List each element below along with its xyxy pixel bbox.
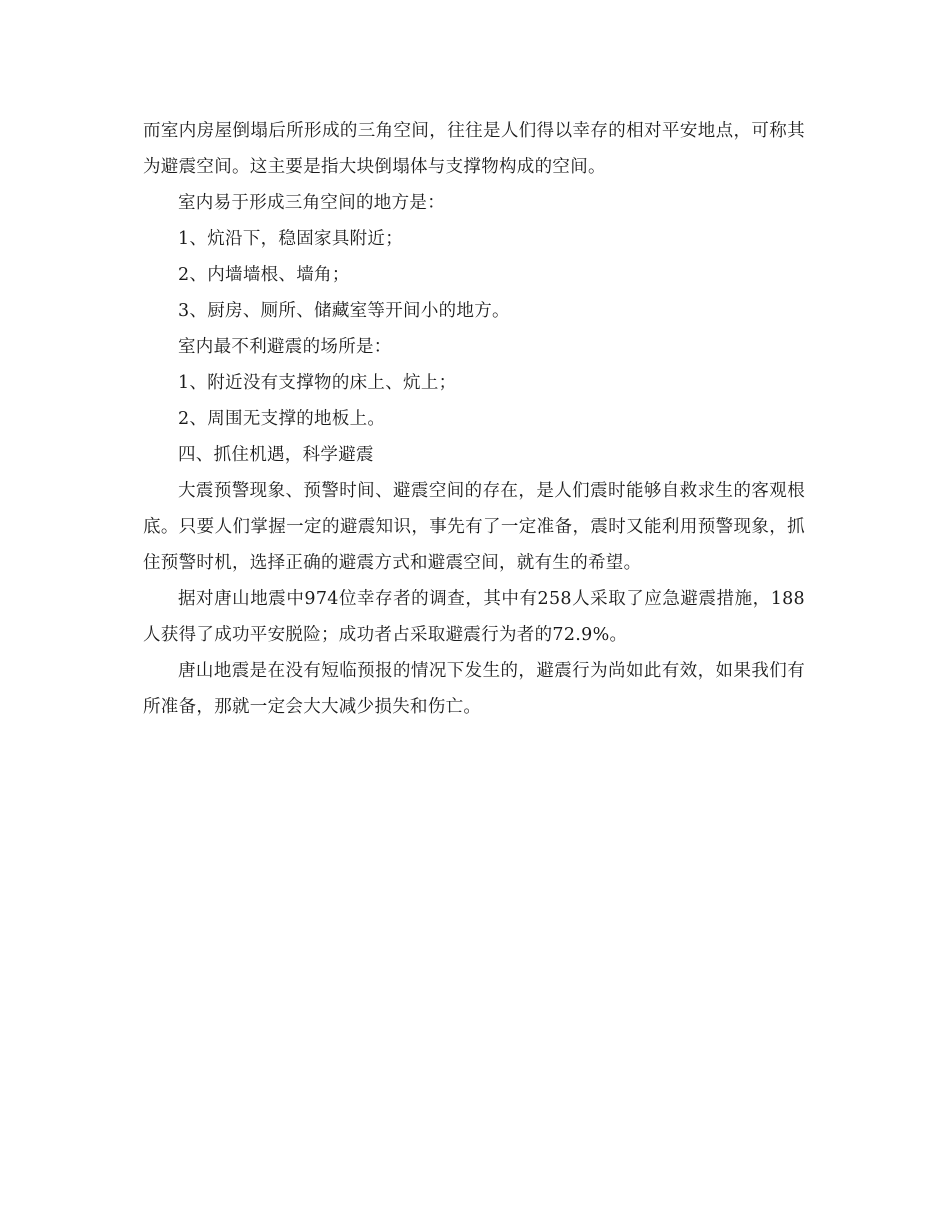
paragraph-6: 唐山地震是在没有短临预报的情况下发生的，避震行为尚如此有效，如果我们有所准备，那就一定会大大减少损失和伤亡。: [143, 661, 805, 717]
section-heading: 四、抓住机遇，科学避震: [178, 445, 374, 465]
list-item-3: 3、厨房、厕所、储藏室等开间小的地方。: [178, 301, 510, 321]
paragraph-3: 室内最不利避震的场所是：: [178, 337, 392, 357]
paragraph-4: 大震预警现象、预警时间、避震空间的存在，是人们震时能够自救求生的客观根底。只要人们掌握一定的避震知识，事先有了一定准备，震时又能利用预警现象，抓住预警时机，选择正确的避震方式和避震空间，就有生的希望。: [143, 481, 805, 573]
document-body: [143, 113, 805, 725]
paragraph-2: 室内易于形成三角空间的地方是：: [178, 193, 445, 213]
paragraph-1: 而室内房屋倒塌后所形成的三角空间，往往是人们得以幸存的相对平安地点，可称其为避震空间。这主要是指大块倒塌体与支撑物构成的空间。: [143, 121, 805, 177]
paragraph-5: 据对唐山地震中974位幸存者的调查，其中有258人采取了应急避震措施，188人获得了成功平安脱险；成功者占采取避震行为者的72.9%。: [143, 589, 805, 645]
list-item-2: 2、内墙墙根、墙角；: [178, 265, 350, 285]
list-item-4: 1、附近没有支撑物的床上、炕上；: [178, 373, 457, 393]
list-item-1: 1、炕沿下，稳固家具附近；: [178, 229, 404, 249]
list-item-5: 2、周围无支撑的地板上。: [178, 409, 386, 429]
